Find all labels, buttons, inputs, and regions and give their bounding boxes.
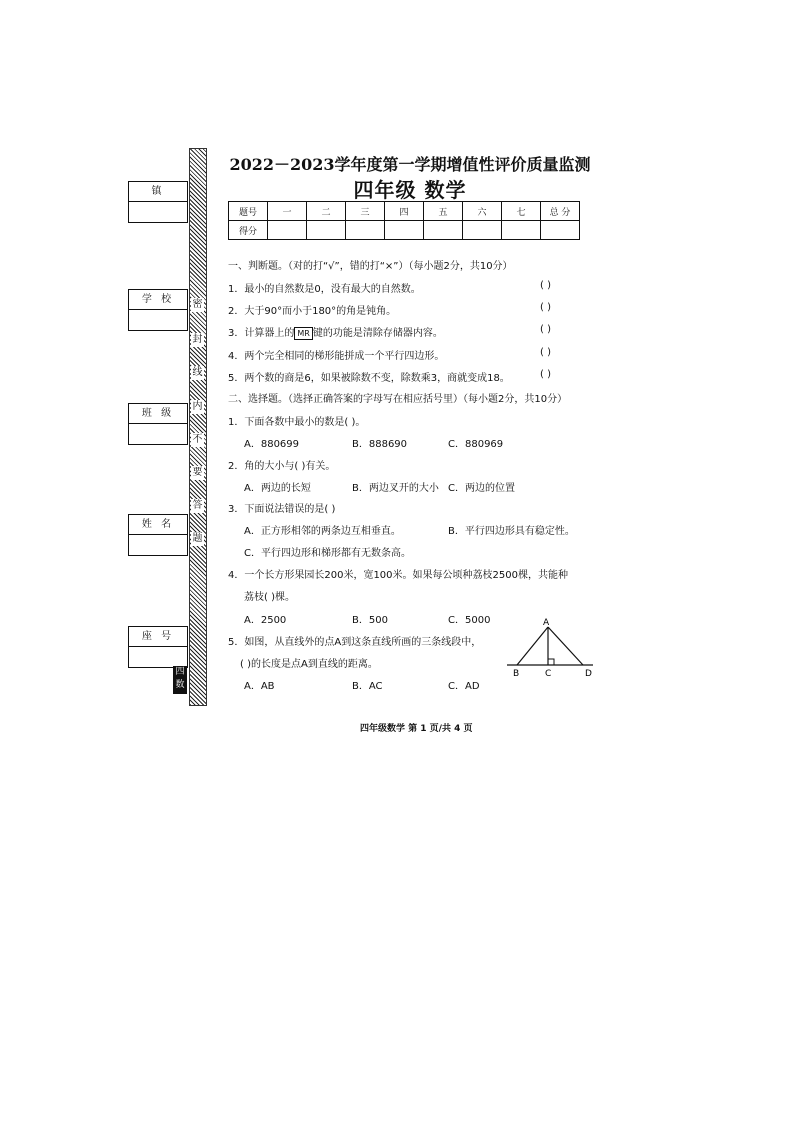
- judge-item-3-tail: 键的功能是清除存储器内容。: [312, 328, 443, 339]
- judge-item-3-text: 3．计算器上的: [228, 328, 295, 339]
- seal-char: 封: [192, 334, 203, 345]
- page-footer: 四年级数学 第 1 页/共 4 页: [360, 724, 473, 734]
- score-cell[interactable]: [463, 221, 502, 240]
- choice-q4-a[interactable]: A．2500: [244, 615, 287, 626]
- choice-q5-stem: 5．如图，从直线外的点A到这条直线所画的三条线段中，: [228, 637, 482, 648]
- info-box-seat: [128, 626, 188, 668]
- answer-paren[interactable]: ( ): [540, 302, 551, 313]
- label-d: D: [585, 669, 592, 679]
- score-cell[interactable]: [424, 221, 463, 240]
- info-field[interactable]: [129, 202, 187, 222]
- choice-q1-b[interactable]: B．888690: [352, 439, 408, 450]
- seal-char: 线: [192, 367, 203, 378]
- choice-q3-stem: 3．下面说法错误的是( ): [228, 504, 336, 515]
- info-field[interactable]: [129, 647, 187, 667]
- info-label: 姓 名: [129, 515, 187, 535]
- score-table: [228, 201, 580, 240]
- info-field[interactable]: [129, 424, 187, 444]
- score-header: 五: [424, 202, 463, 221]
- score-header: 六: [463, 202, 502, 221]
- choice-q1-stem: 1．下面各数中最小的数是( )。: [228, 417, 366, 428]
- seal-char: 不: [192, 434, 203, 445]
- section2-heading: 二、选择题。（选择正确答案的字母写在相应括号里）（每小题2分，共10分）: [228, 394, 568, 405]
- seal-char: 题: [192, 533, 203, 544]
- score-header: 四: [385, 202, 424, 221]
- judge-item-1: 1．最小的自然数是0，没有最大的自然数。: [228, 284, 421, 295]
- choice-q2-a[interactable]: A．两边的长短: [244, 483, 311, 494]
- seal-char: 要: [192, 467, 203, 478]
- score-row: [229, 221, 580, 240]
- info-label: 学 校: [129, 290, 187, 310]
- score-header: 七: [502, 202, 541, 221]
- seal-line-strip: [189, 148, 207, 706]
- answer-paren[interactable]: ( ): [540, 324, 551, 335]
- exam-title: 2022－2023学年度第一学期增值性评价质量监测: [229, 155, 591, 174]
- score-cell[interactable]: [502, 221, 541, 240]
- choice-q4-c[interactable]: C．5000: [448, 615, 491, 626]
- judge-item-2: 2．大于90°而小于180°的角是钝角。: [228, 306, 397, 317]
- score-cell[interactable]: [346, 221, 385, 240]
- info-field[interactable]: [129, 310, 187, 330]
- label-c: C: [545, 669, 552, 679]
- score-header: 二: [307, 202, 346, 221]
- score-header-row: [229, 202, 580, 221]
- answer-paren[interactable]: ( ): [540, 369, 551, 380]
- score-header: 总 分: [541, 202, 580, 221]
- choice-q5-stem2: ( )的长度是点A到直线的距离。: [240, 659, 378, 670]
- choice-q5-a[interactable]: A．AB: [244, 681, 275, 692]
- answer-paren[interactable]: ( ): [540, 347, 551, 358]
- info-box-class: [128, 403, 188, 445]
- info-box-name: [128, 514, 188, 556]
- choice-q4-b[interactable]: B．500: [352, 615, 388, 626]
- score-cell[interactable]: [307, 221, 346, 240]
- choice-q1-c[interactable]: C．880969: [448, 439, 504, 450]
- label-a: A: [543, 618, 550, 628]
- choice-q2-stem: 2．角的大小与( )有关。: [228, 461, 336, 472]
- choice-q3-b[interactable]: B．平行四边形具有稳定性。: [448, 526, 575, 537]
- right-angle-mark: [548, 659, 554, 665]
- choice-q4-stem: 4．一个长方形果园长200米，宽100米。如果每公顷种荔枝2500棵，共能种: [228, 570, 568, 581]
- exam-subtitle: 四年级 数学: [353, 178, 467, 202]
- answer-paren[interactable]: ( ): [540, 280, 551, 291]
- seal-char: 内: [192, 401, 203, 412]
- info-field[interactable]: [129, 535, 187, 555]
- choice-q3-c[interactable]: C．平行四边形和梯形都有无数条高。: [244, 548, 411, 559]
- score-header: 一: [268, 202, 307, 221]
- score-cell[interactable]: [385, 221, 424, 240]
- side-tab: 四数: [173, 666, 187, 694]
- choice-q3-a[interactable]: A．正方形相邻的两条边互相垂直。: [244, 526, 401, 537]
- score-cell[interactable]: [541, 221, 580, 240]
- info-label: 座 号: [129, 627, 187, 647]
- score-cell[interactable]: [268, 221, 307, 240]
- choice-q5-c[interactable]: C．AD: [448, 681, 480, 692]
- judge-item-3: [228, 324, 443, 340]
- choice-q2-b[interactable]: B．两边叉开的大小: [352, 483, 439, 494]
- score-row-label: 得分: [229, 221, 268, 240]
- section1-heading: 一、判断题。（对的打“√”，错的打“×”）（每小题2分，共10分）: [228, 261, 513, 272]
- info-label: 班 级: [129, 404, 187, 424]
- segment-ab: [517, 627, 548, 665]
- judge-item-4: 4．两个完全相同的梯形能拼成一个平行四边形。: [228, 351, 445, 362]
- choice-q2-c[interactable]: C．两边的位置: [448, 483, 515, 494]
- score-header: 题号: [229, 202, 268, 221]
- info-box-school: [128, 289, 188, 331]
- seal-char: 密: [192, 299, 203, 310]
- judge-item-5: 5．两个数的商是6，如果被除数不变，除数乘3，商就变成18。: [228, 373, 510, 384]
- info-box-town: [128, 181, 188, 223]
- choice-q4-stem2: 荔枝( )棵。: [244, 592, 295, 603]
- seal-char: 答: [192, 500, 203, 511]
- choice-q5-b[interactable]: B．AC: [352, 681, 383, 692]
- label-b: B: [513, 669, 520, 679]
- mr-key-icon: MR: [294, 327, 312, 340]
- score-header: 三: [346, 202, 385, 221]
- info-label: 镇: [129, 182, 187, 202]
- perpendicular-figure: [505, 615, 595, 680]
- choice-q1-a[interactable]: A．880699: [244, 439, 300, 450]
